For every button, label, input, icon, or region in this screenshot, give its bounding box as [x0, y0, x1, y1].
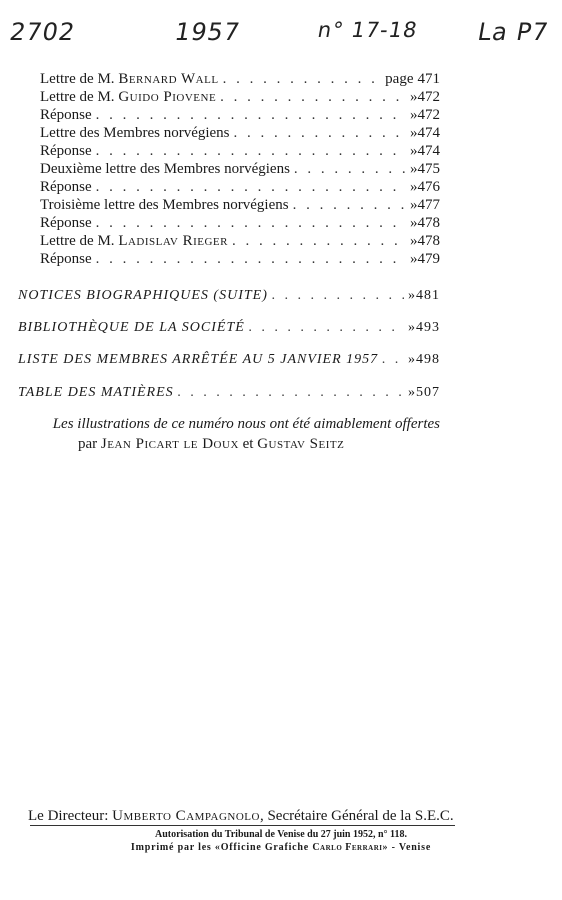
ditto-mark: » — [410, 197, 418, 213]
toc-entry-page: 472 — [417, 107, 440, 123]
handwritten-number: 2702 — [7, 18, 78, 46]
section-page: 493 — [416, 320, 440, 335]
section-title: TABLE DES MATIÈRES — [18, 385, 174, 400]
director-line: Le Directeur: Umberto Campagnolo, Secrétaire Général de la S.E.C. — [28, 808, 454, 824]
toc-entry-text: Réponse — [40, 179, 92, 195]
toc-entry-name: Ladislav Rieger — [118, 233, 228, 249]
leader-dots — [178, 384, 404, 402]
toc-entry — [40, 250, 440, 268]
section-page: 498 — [416, 352, 440, 367]
leader-dots — [232, 232, 406, 250]
toc-entry — [40, 232, 440, 250]
toc-entry-text: Lettre de M. — [40, 71, 119, 87]
ditto-mark: » — [408, 352, 416, 367]
toc-entry-page: 478 — [417, 233, 440, 249]
toc-entry-page: 477 — [417, 197, 440, 213]
ditto-mark: » — [410, 89, 418, 105]
illustration-credit: Les illustrations de ce numéro nous ont été aimablement offertes — [52, 416, 440, 432]
leader-dots — [96, 250, 405, 268]
handwritten-year: 1957 — [172, 18, 243, 46]
toc-entry-page: 474 — [417, 125, 440, 141]
toc-section — [18, 351, 440, 369]
handwritten-issue: n° 17-18 — [315, 18, 420, 42]
toc-entry — [40, 178, 440, 196]
director-name: Umberto Campagnolo — [112, 808, 260, 824]
toc-entry-text: Réponse — [40, 143, 92, 159]
illustration-artists: par Jean Picart le Doux et Gustav Seitz — [78, 436, 345, 452]
section-page: 481 — [416, 288, 440, 303]
leader-dots — [96, 214, 405, 232]
toc-entry-name: Guido Piovene — [118, 89, 217, 105]
ditto-mark: » — [408, 385, 416, 400]
toc-section — [18, 384, 440, 402]
toc-entry — [40, 196, 440, 214]
ditto-mark: » — [410, 233, 418, 249]
ditto-mark: » — [410, 125, 418, 141]
leader-dots — [293, 196, 406, 214]
toc-entry-page: 476 — [417, 179, 440, 195]
leader-dots — [249, 319, 404, 337]
toc-entry-page: 472 — [417, 89, 440, 105]
ditto-mark: » — [410, 251, 418, 267]
handwritten-code: La P7 — [475, 18, 551, 46]
page-prefix: page — [385, 71, 414, 87]
toc-section — [18, 287, 440, 305]
ditto-mark: » — [408, 288, 416, 303]
toc-entry — [40, 214, 440, 232]
leader-dots — [96, 178, 405, 196]
toc-section — [18, 319, 440, 337]
artist-name: Jean Picart le Doux — [100, 436, 239, 452]
section-title: NOTICES BIOGRAPHIQUES (SUITE) — [18, 288, 268, 303]
toc-entry — [40, 88, 440, 106]
printer-name: Carlo Ferrari — [312, 842, 383, 853]
ditto-mark: » — [408, 320, 416, 335]
ditto-mark: » — [410, 143, 418, 159]
printer-line: Imprimé par les «Officine Grafiche Carlo Ferrari» - Venise — [130, 842, 432, 853]
artist-name: Gustav Seitz — [257, 436, 345, 452]
ditto-mark: » — [410, 215, 418, 231]
toc-entry-text: Lettre de M. — [40, 89, 119, 105]
toc-entry-text: Réponse — [40, 251, 92, 267]
toc-entry-name: Bernard Wall — [118, 71, 219, 87]
leader-dots — [220, 88, 406, 106]
toc-entry-text: Réponse — [40, 215, 92, 231]
toc-entry-page: 479 — [417, 251, 440, 267]
toc-entry-text: Lettre des Membres norvégiens — [40, 125, 230, 141]
ditto-mark: » — [410, 107, 418, 123]
leader-dots — [272, 287, 404, 305]
toc-entry — [40, 142, 440, 160]
toc-entry — [40, 124, 440, 142]
leader-dots — [234, 124, 406, 142]
leader-dots — [294, 160, 406, 178]
ditto-mark: » — [410, 161, 418, 177]
toc-entry-page: 474 — [417, 143, 440, 159]
authorization-line: Autorisation du Tribunal de Venise du 27 juin 1952, n° 118. — [154, 829, 408, 840]
toc-entry — [40, 70, 440, 88]
ditto-mark: » — [410, 179, 418, 195]
section-title: BIBLIOTHÈQUE DE LA SOCIÉTÉ — [18, 320, 245, 335]
toc-entry-text: Lettre de M. — [40, 233, 119, 249]
toc-entry-page: 475 — [417, 161, 440, 177]
toc-entry — [40, 160, 440, 178]
section-title: LISTE DES MEMBRES ARRÊTÉE AU 5 JANVIER 1957 — [18, 352, 379, 367]
toc-entry-page: 471 — [417, 71, 440, 87]
leader-dots — [96, 106, 405, 124]
toc-entry-text: Réponse — [40, 107, 92, 123]
toc-entry-text: Deuxième lettre des Membres norvégiens — [40, 161, 290, 177]
footer-divider — [30, 825, 455, 826]
leader-dots — [96, 142, 405, 160]
toc-entry-text: Troisième lettre des Membres norvégiens — [40, 197, 289, 213]
leader-dots — [223, 70, 382, 88]
leader-dots — [382, 351, 404, 369]
toc-entry-page: 478 — [417, 215, 440, 231]
toc-entry — [40, 106, 440, 124]
section-page: 507 — [416, 385, 440, 400]
